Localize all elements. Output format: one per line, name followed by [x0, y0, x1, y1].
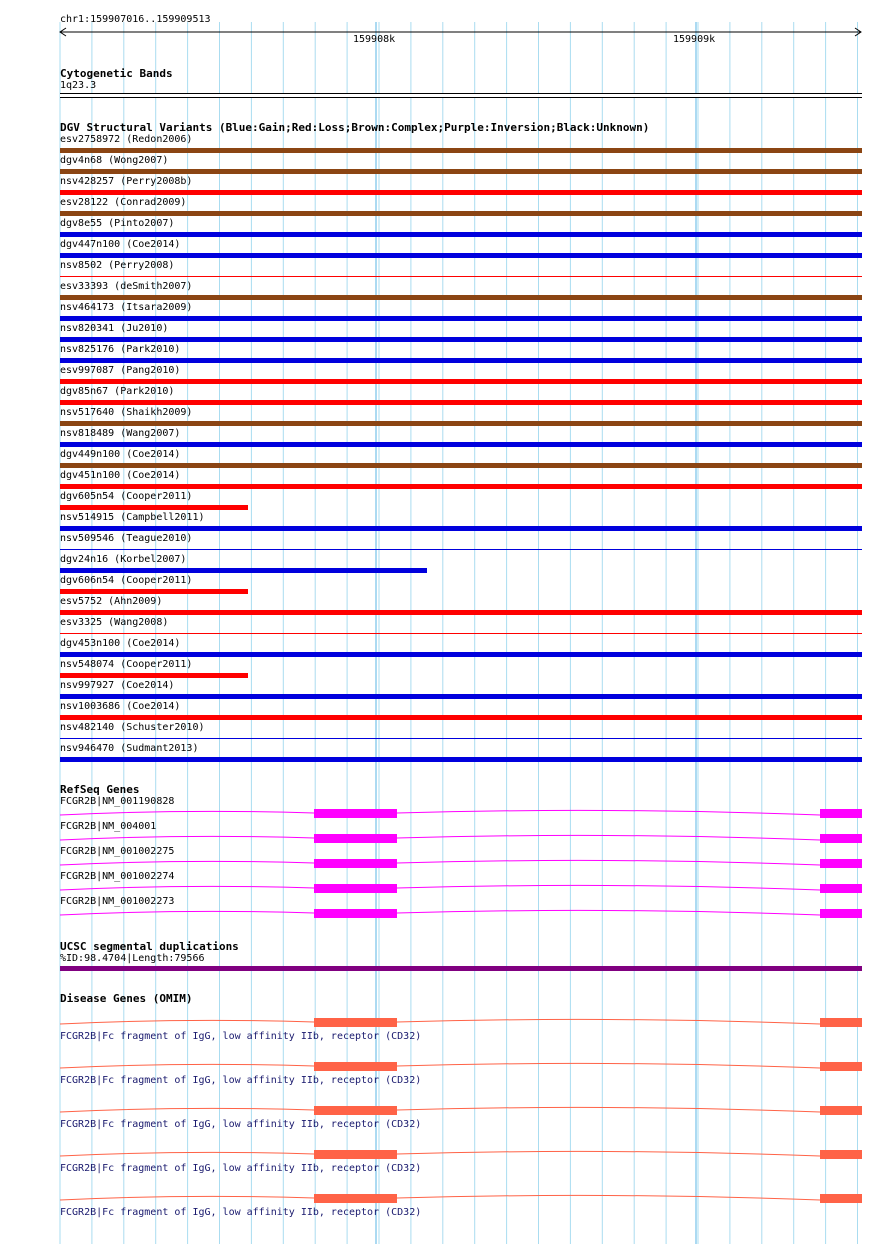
dgv-variant-label: nsv428257 (Perry2008b) — [60, 176, 193, 187]
dgv-variant-bar[interactable] — [60, 148, 862, 153]
omim-disease-label[interactable]: FCGR2B|Fc fragment of IgG, low affinity IIb, receptor (CD32) — [60, 1119, 422, 1130]
dgv-variant-bar[interactable] — [60, 568, 427, 573]
dgv-variant-label: dgv606n54 (Cooper2011) — [60, 575, 193, 586]
omim-gene-model[interactable] — [0, 1058, 890, 1074]
dgv-variant-label: esv28122 (Conrad2009) — [60, 197, 187, 208]
dgv-variant-label: dgv453n100 (Coe2014) — [60, 638, 181, 649]
exon-block — [820, 1062, 862, 1071]
dgv-variant-label: dgv85n67 (Park2010) — [60, 386, 175, 397]
refseq-gene-model[interactable] — [0, 805, 890, 821]
exon-block — [314, 909, 397, 918]
ruler-coordinates: chr1:159907016..159909513 — [60, 14, 211, 25]
segdup-label: %ID:98.4704|Length:79566 — [60, 953, 205, 964]
dgv-variant-label: dgv24n16 (Korbel2007) — [60, 554, 187, 565]
exon-block — [820, 909, 862, 918]
dgv-variant-label: nsv825176 (Park2010) — [60, 344, 181, 355]
dgv-variant-bar[interactable] — [60, 715, 862, 720]
dgv-variant-bar[interactable] — [60, 358, 862, 363]
dgv-variant-bar[interactable] — [60, 610, 862, 615]
omim-disease-label[interactable]: FCGR2B|Fc fragment of IgG, low affinity IIb, receptor (CD32) — [60, 1207, 422, 1218]
exon-block — [314, 1194, 397, 1203]
omim-disease-label[interactable]: FCGR2B|Fc fragment of IgG, low affinity IIb, receptor (CD32) — [60, 1075, 422, 1086]
dgv-variant-bar[interactable] — [60, 337, 862, 342]
exon-block — [314, 1106, 397, 1115]
dgv-variant-label: nsv509546 (Teague2010) — [60, 533, 193, 544]
refseq-gene-label: FCGR2B|NM_001002275 — [60, 846, 175, 857]
dgv-variant-label: nsv517640 (Shaikh2009) — [60, 407, 193, 418]
dgv-variant-bar[interactable] — [60, 694, 862, 699]
dgv-variant-label: nsv548074 (Cooper2011) — [60, 659, 193, 670]
exon-block — [820, 834, 862, 843]
dgv-variant-bar[interactable] — [60, 190, 862, 195]
omim-gene-model[interactable] — [0, 1102, 890, 1118]
omim-disease-label[interactable]: FCGR2B|Fc fragment of IgG, low affinity IIb, receptor (CD32) — [60, 1163, 422, 1174]
refseq-gene-label: FCGR2B|NM_001002274 — [60, 871, 175, 882]
dgv-variant-bar[interactable] — [60, 253, 862, 258]
exon-block — [820, 884, 862, 893]
omim-disease-label[interactable]: FCGR2B|Fc fragment of IgG, low affinity IIb, receptor (CD32) — [60, 1031, 422, 1042]
dgv-variant-label: dgv8e55 (Pinto2007) — [60, 218, 175, 229]
omim-gene-model[interactable] — [0, 1190, 890, 1206]
dgv-variant-bar[interactable] — [60, 652, 862, 657]
dgv-variant-bar[interactable] — [60, 757, 862, 762]
dgv-variant-label: nsv464173 (Itsara2009) — [60, 302, 193, 313]
refseq-track-title: RefSeq Genes — [60, 783, 140, 796]
dgv-variant-bar[interactable] — [60, 505, 248, 510]
cytoband-bar[interactable] — [60, 93, 862, 98]
dgv-variant-bar[interactable] — [60, 526, 862, 531]
dgv-variant-bar[interactable] — [60, 400, 862, 405]
dgv-variant-bar[interactable] — [60, 633, 862, 634]
dgv-variant-bar[interactable] — [60, 379, 862, 384]
dgv-variant-bar[interactable] — [60, 463, 862, 468]
exon-block — [820, 1106, 862, 1115]
dgv-variant-label: dgv449n100 (Coe2014) — [60, 449, 181, 460]
dgv-variant-label: nsv8502 (Perry2008) — [60, 260, 175, 271]
dgv-variant-label: esv2758972 (Redon2006) — [60, 134, 193, 145]
dgv-variant-bar[interactable] — [60, 421, 862, 426]
dgv-variant-bar[interactable] — [60, 276, 862, 277]
exon-block — [820, 1018, 862, 1027]
refseq-gene-model[interactable] — [0, 855, 890, 871]
refseq-gene-label: FCGR2B|NM_001002273 — [60, 896, 175, 907]
dgv-variant-label: dgv447n100 (Coe2014) — [60, 239, 181, 250]
ruler-axis — [0, 26, 890, 46]
dgv-variant-bar[interactable] — [60, 589, 248, 594]
dgv-variant-label: nsv997927 (Coe2014) — [60, 680, 175, 691]
dgv-variant-label: nsv946470 (Sudmant2013) — [60, 743, 199, 754]
dgv-variant-bar[interactable] — [60, 211, 862, 216]
dgv-variant-bar[interactable] — [60, 316, 862, 321]
refseq-gene-label: FCGR2B|NM_004001 — [60, 821, 157, 832]
exon-block — [314, 884, 397, 893]
dgv-variant-bar[interactable] — [60, 295, 862, 300]
omim-gene-model[interactable] — [0, 1146, 890, 1162]
dgv-variant-label: esv5752 (Ahn2009) — [60, 596, 163, 607]
dgv-variant-label: nsv820341 (Ju2010) — [60, 323, 169, 334]
dgv-variant-label: nsv818489 (Wang2007) — [60, 428, 181, 439]
omim-track-title: Disease Genes (OMIM) — [60, 992, 193, 1005]
dgv-variant-label: esv33393 (deSmith2007) — [60, 281, 193, 292]
ruler-tick-label: 159908k — [353, 34, 396, 45]
segdup-bar[interactable] — [60, 966, 862, 971]
refseq-gene-label: FCGR2B|NM_001190828 — [60, 796, 175, 807]
exon-block — [314, 1018, 397, 1027]
refseq-gene-model[interactable] — [0, 880, 890, 896]
dgv-variant-bar[interactable] — [60, 673, 248, 678]
dgv-variant-label: dgv4n68 (Wong2007) — [60, 155, 169, 166]
ruler-tick-label: 159909k — [673, 34, 716, 45]
dgv-variant-bar[interactable] — [60, 169, 862, 174]
dgv-variant-label: nsv482140 (Schuster2010) — [60, 722, 205, 733]
dgv-variant-label: esv3325 (Wang2008) — [60, 617, 169, 628]
dgv-variant-bar[interactable] — [60, 232, 862, 237]
dgv-variant-bar[interactable] — [60, 738, 862, 739]
exon-block — [820, 809, 862, 818]
exon-block — [820, 859, 862, 868]
refseq-gene-model[interactable] — [0, 830, 890, 846]
dgv-variant-bar[interactable] — [60, 549, 862, 550]
exon-block — [314, 1062, 397, 1071]
cytoband-label: 1q23.3 — [60, 80, 97, 91]
exon-block — [314, 859, 397, 868]
dgv-track-title: DGV Structural Variants (Blue:Gain;Red:Loss;Brown:Complex;Purple:Inversion;Black:Unknown) — [60, 121, 650, 134]
cytoband-track-title: Cytogenetic Bands — [60, 67, 173, 80]
exon-block — [820, 1194, 862, 1203]
exon-block — [314, 1150, 397, 1159]
dgv-variant-bar[interactable] — [60, 484, 862, 489]
dgv-variant-bar[interactable] — [60, 442, 862, 447]
refseq-gene-model[interactable] — [0, 905, 890, 921]
dgv-variant-label: esv997087 (Pang2010) — [60, 365, 181, 376]
dgv-variant-label: dgv451n100 (Coe2014) — [60, 470, 181, 481]
exon-block — [314, 834, 397, 843]
dgv-variant-label: nsv1003686 (Coe2014) — [60, 701, 181, 712]
omim-gene-model[interactable] — [0, 1014, 890, 1030]
exon-block — [820, 1150, 862, 1159]
dgv-variant-label: dgv605n54 (Cooper2011) — [60, 491, 193, 502]
dgv-variant-label: nsv514915 (Campbell2011) — [60, 512, 205, 523]
exon-block — [314, 809, 397, 818]
segdup-track-title: UCSC segmental duplications — [60, 940, 239, 953]
